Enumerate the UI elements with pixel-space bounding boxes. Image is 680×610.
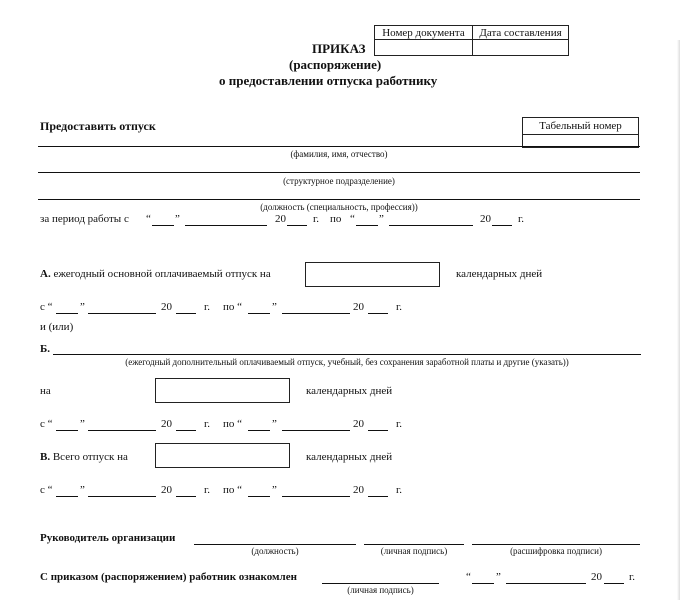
to-label: по (330, 213, 342, 225)
order-title: ПРИКАЗ (312, 41, 366, 56)
year-suffix: г. (204, 418, 211, 430)
head-signature-line[interactable] (364, 544, 464, 545)
tab-number-header: Табельный номер (522, 117, 639, 135)
head-decoding-caption: (расшифровка подписи) (510, 546, 602, 556)
position-line[interactable] (38, 199, 640, 200)
head-position-caption: (должность) (251, 546, 299, 556)
from-label: с “ (40, 301, 53, 313)
section-v-to-day[interactable] (248, 496, 270, 497)
period-to-month[interactable] (389, 225, 473, 226)
department-line[interactable] (38, 172, 640, 173)
head-signature-caption: (личная подпись) (380, 546, 448, 556)
year-prefix: 20 (161, 418, 172, 430)
section-a-from-year[interactable] (176, 313, 196, 314)
acquainted-label: С приказом (распоряжением) работник ознакомлен (40, 571, 297, 583)
section-b-on-label: на (40, 385, 51, 397)
doc-number-field[interactable] (374, 39, 473, 56)
year-prefix: 20 (275, 213, 286, 225)
to-label: по “ (223, 484, 243, 496)
year-prefix: 20 (353, 484, 364, 496)
section-b-days-field[interactable] (155, 378, 290, 403)
doc-date-field[interactable] (472, 39, 569, 56)
section-v-from-month[interactable] (88, 496, 156, 497)
section-b-label: Б. (40, 343, 51, 355)
fio-line[interactable] (38, 146, 640, 147)
section-b-from-day[interactable] (56, 430, 78, 431)
from-label: с “ (40, 418, 53, 430)
section-b-days-label: календарных дней (306, 385, 393, 397)
head-of-organization-label: Руководитель организации (40, 532, 176, 544)
quote-open: “ (350, 213, 355, 225)
year-suffix: г. (204, 301, 211, 313)
quote-close: ” (496, 571, 501, 583)
year-prefix: 20 (591, 571, 602, 583)
period-to-day[interactable] (356, 225, 378, 226)
section-b-type-line[interactable] (53, 354, 641, 355)
to-label: по “ (223, 301, 243, 313)
employee-signature-caption: (личная подпись) (347, 585, 414, 595)
section-a-from-month[interactable] (88, 313, 156, 314)
year-suffix: г. (396, 418, 403, 430)
order-heading: о предоставлении отпуска работнику (219, 73, 438, 88)
quote-close: ” (80, 418, 85, 430)
section-v-days-field[interactable] (155, 443, 290, 468)
section-a-description: ежегодный основной оплачиваемый отпуск на (53, 268, 271, 280)
ack-month[interactable] (506, 583, 586, 584)
year-suffix: г. (396, 301, 403, 313)
quote-close: ” (272, 418, 277, 430)
doc-number-header: Номер документа (374, 25, 473, 40)
quote-open: “ (466, 571, 471, 583)
year-prefix: 20 (161, 301, 172, 313)
year-suffix: г. (396, 484, 403, 496)
period-to-year[interactable] (492, 225, 512, 226)
quote-close: ” (80, 484, 85, 496)
year-suffix: г. (204, 484, 211, 496)
quote-close: ” (80, 301, 85, 313)
quote-close: ” (379, 213, 384, 225)
section-v-label: В. (40, 451, 51, 463)
section-v-days-label: календарных дней (306, 451, 393, 463)
from-label: с “ (40, 484, 53, 496)
head-decoding-line[interactable] (472, 544, 640, 545)
year-prefix: 20 (353, 418, 364, 430)
year-suffix: г. (313, 213, 320, 225)
quote-close: ” (175, 213, 180, 225)
year-suffix: г. (518, 213, 525, 225)
period-from-month[interactable] (185, 225, 267, 226)
section-b-to-day[interactable] (248, 430, 270, 431)
year-prefix: 20 (480, 213, 491, 225)
quote-close: ” (272, 484, 277, 496)
year-prefix: 20 (353, 301, 364, 313)
year-prefix: 20 (161, 484, 172, 496)
and-or-label: и (или) (40, 321, 74, 333)
ack-day[interactable] (472, 583, 494, 584)
year-suffix: г. (629, 571, 636, 583)
fio-caption: (фамилия, имя, отчество) (290, 149, 388, 159)
head-position-line[interactable] (194, 544, 356, 545)
section-a-label: А. (40, 268, 51, 280)
section-b-from-month[interactable] (88, 430, 156, 431)
work-period-label: за период работы с (40, 213, 129, 225)
section-v-from-day[interactable] (56, 496, 78, 497)
section-a-text (40, 268, 271, 280)
period-from-day[interactable] (152, 225, 174, 226)
section-a-days-label: календарных дней (456, 268, 543, 280)
section-v-text (40, 451, 128, 463)
period-from-year[interactable] (287, 225, 307, 226)
order-subtitle: (распоряжение) (289, 57, 382, 72)
section-b-to-month[interactable] (282, 430, 350, 431)
quote-close: ” (272, 301, 277, 313)
department-caption: (структурное подразделение) (283, 176, 395, 186)
section-b-to-year[interactable] (368, 430, 388, 431)
employee-signature-line[interactable] (322, 583, 439, 584)
section-b-from-year[interactable] (176, 430, 196, 431)
to-label: по “ (223, 418, 243, 430)
section-a-to-month[interactable] (282, 313, 350, 314)
doc-date-header: Дата составления (472, 25, 569, 40)
grant-leave-label: Предоставить отпуск (40, 119, 156, 133)
section-a-days-field[interactable] (305, 262, 440, 287)
section-a-to-day[interactable] (248, 313, 270, 314)
quote-open: “ (146, 213, 151, 225)
ack-year[interactable] (604, 583, 624, 584)
position-caption: (должность (специальность, профессия)) (260, 202, 418, 212)
section-v-to-year[interactable] (368, 496, 388, 497)
section-b-caption: (ежегодный дополнительный оплачиваемый отпуск, учебный, без сохранения заработной платы и другие (указать)) (125, 357, 569, 367)
section-v-to-month[interactable] (282, 496, 350, 497)
section-v-description: Всего отпуск на (52, 451, 128, 463)
section-v-from-year[interactable] (176, 496, 196, 497)
section-a-from-day[interactable] (56, 313, 78, 314)
section-a-to-year[interactable] (368, 313, 388, 314)
